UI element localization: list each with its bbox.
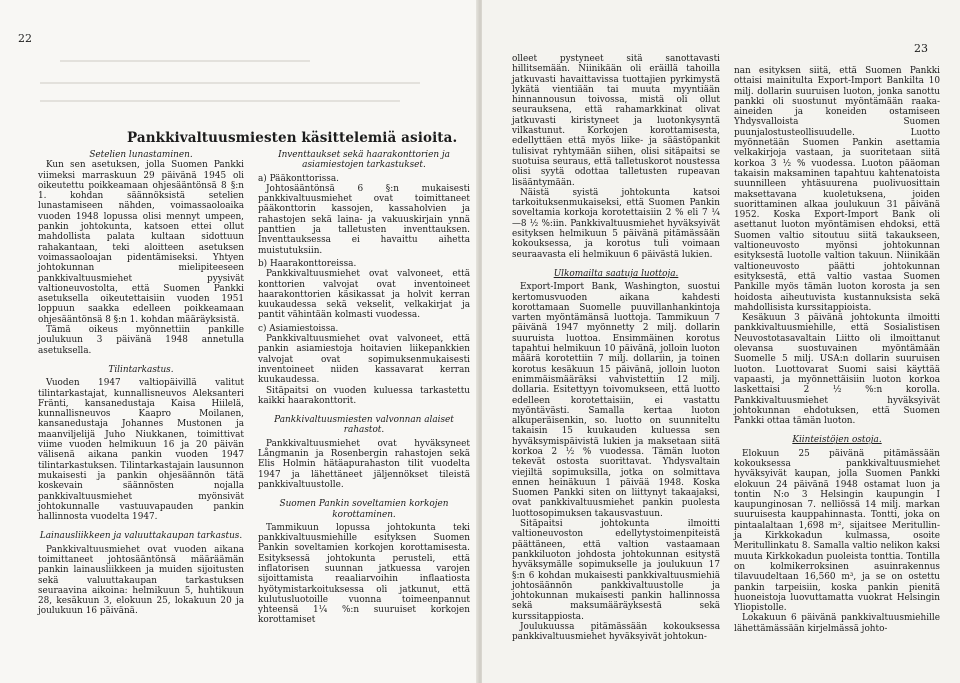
paragraph: Pankkivaltuusmiehet ovat vuoden aikana toimittaneet johtosääntönsä määräämän pankin lainausliikkeen ja muiden sijoitusten sekä valuuttakaupan tarkastuksen seuraavina aikoina: helmikuun 5, huhtikuun 28, kesäkuun 3, elokuun 25, lokakuun 20 ja joulukuun 16 päivänä. [38,544,244,617]
subsection-label: c) Asiamiestoissa. [258,323,339,334]
subsection-label: b) Haarakonttoreissa. [258,258,357,269]
section-heading: Tilintarkastus. [108,364,174,375]
paragraph: Pankkivaltuusmiehet ovat valvoneet, että pankin asiamiestoja hoitavien liikepankkien valvojat ovat sopimuksenmukaisesti inventoineet niiden kassavarat kerran kuukaudessa. [258,334,470,386]
bleed-through-line [40,100,400,102]
right-page [482,0,960,683]
page-number: 23 [914,42,928,55]
paragraph: Kesäkuun 3 päivänä johtokunta ilmoitti pankkivaltuusmiehille, että Sosialistisen Neuvostotasavaltain Liitto oli ilmoittanut olevansa suostuvainen myöntämään Suomelle 5 milj. USA:n dollarin suuruisen luoton. Luottovarat Suomi saisi käyttää vapaasti, ja myönnettäisiin luoton korkoa laskettaisi 2 ½ %:n korolla. Pankkivaltuusmiehet hyväksyivät johtokunnan ehdotuksen, että Suomen Pankki ottaa tämän luoton. [734,313,940,427]
paragraph: Vuoden 1947 valtiopäivillä valitut tilintarkastajat, kunnallisneuvos Aleksanteri Fränti, kansanedustaja Kaisa Hiilelä, kunnallisneuvos Kaapro Moilanen, kansanedustaja Johannes Mustonen ja maanviljelijä Juho Niukkanen, toimittivat viime vuoden helmikuun 16 ja 20 päivän välisenä aikana pankin vuoden 1947 tilintarkastuksen. Tilintarkastajain lausunnon mukaisesti ja pankin ohjesäännön tätä koskevain säännösten nojalla pankkivaltuusmiehet myönsivät johtokunnalle vastuuvapauden pankin hallinnosta vuodelta 1947. [38,378,244,523]
page-number: 22 [18,32,32,45]
paragraph-continued: nan esityksen siitä, että Suomen Pankki ottaisi mainitulta Export-Import Bankilta 10 milj. dollarin suuruisen luoton, jonka sanottu pankki oli suostunut myöntämään raaka-aineiden ja koneiden ostamiseen Yhdysvalloista Suomen puunjalostusteollisuudelle. Luotto myönnetään Suomen Pankin asettamia velkakirjoja vastaan, ja suoritetaan siitä korkoa 3 ½ % vuodessa. Luoton pääoman takaisin maksaminen tapahtuu kahtenatoista suunnilleen yhtäsuurena puolivuosittain maksettavana kuoletuksena, joiden suorittaminen alkaa joulukuun 31 päivänä 1952. Koska Export-Import Bank oli asettanut luoton myöntämisen ehdoksi, että Suomen valtio sitoutuu siitä takaukseen, valtioneuvosto myönsi johtokunnan esityksestä luotolle valtion takuun. Niinikään valtioneuvosto päätti johtokunnan esityksestä, että valtio vastaa Suomen Pankille myös tämän luoton korosta ja sen hoidosta aiheutuvista kustannuksista sekä mahdollisista kurssitappioista. [734,66,940,313]
section-heading: Kiinteistöjen ostoja. [792,435,882,446]
paragraph: Johtosääntönsä 6 §:n mukaisesti pankkivaltuusmiehet ovat toimittaneet pääkonttorin kassojen, kassaholvien ja rahastojen sekä laina- ja vakuuskirjain ynnä panttien ja talletusten inventtauksen. Inventtauksessa ei havaittu aihetta muistutuksiin. [258,183,470,256]
paragraph: Export-Import Bank, Washington, suostui kertomusvuoden aikana kahdesti korottamaan Suomelle puuvillanhankintoja varten myöntämänsä luottoja. Tammikuun 7 päivänä 1947 myönnetty 2 milj. dollarin suuruista luottoa. Ensimmäinen korotus tapahtui helmikuun 10 päivänä, jolloin luoton määrä korotettiin 7 milj. dollariin, ja toinen korotus kesäkuun 15 päivänä, jolloin luoton enimmäismääräksi vahvistettiin 12 milj. dollaria. Esitettyyn toivomukseen, että luotto edelleen korotettaisiin, ei vastattu myöntävästi. Samalla kertaa luoton alkuperäisenkin, so. luotto on suunniteltu takaisin 15 kuukauden kuluessa sen hyväksymispäivistä lukien ja maksetaan siitä korkoa 2 ½ % vuodessa. Tämän luoton tekevät ostosta suorittavat. Yhdysvaltain viejiltä sopimuksilla, jotka on solmittava ennen heinäkuun 1 päivää 1948. Koska Suomen Pankki siten on liittynyt takaajaksi, ovat pankkivaltuusmiehet pankin puolesta luottosopimuksen takausvastuun. [512,282,720,519]
section-heading: Pankkivaltuusmiesten valvonnan alaiset rahastot. [274,415,454,436]
paragraph: Tämä oikeus myönnettiin pankille joulukuun 3 päivänä 1948 annetulla asetuksella. [38,325,244,356]
paragraph: Pankkivaltuusmiehet ovat hyväksyneet Långmanin ja Rosenbergin rahastojen sekä Elis Holmin hätäapurahaston tilit vuodelta 1947 ja lähettäneet jäljennökset tileistä pankkivaltuustolle. [258,438,470,490]
paragraph: Lokakuun 6 päivänä pankkivaltuusmiehille lähettämässään kirjelmässä johto- [734,613,940,634]
paragraph: Näistä syistä johtokunta katsoi tarkoituksenmukaiseksi, että Suomen Pankin soveltamia korkoja korotettaisiin 2 % eli 7 ¼—8 ½ %:iin. Pankkivaltuusmiehet hyväksyivät esityksen helmikuun 5 päivänä pitämässään kokouksessa, ja korotus tuli voimaan seuraavasta eli helmikuun 6 päivästä lukien. [512,187,720,260]
paragraph: Kun sen asetuksen, jolla Suomen Pankki viimeksi marraskuun 29 päivänä 1945 oli oikeutettu poikkeamaan ohjesääntönsä 8 §:n 1. kohdan säännöksistä setelien lunastamiseen nähden, voimassaoloaika vuoden 1948 lopussa olisi mennyt umpeen, pankin johtokunta, katsoen ettei ollut mahdollista palata kultaan sidottuun rahakantaan, teki aloitteen asetuksen voimassaoloajan pidentämiseksi. Yhtyen johtokunnan mielipiteeseen pankkivaltuusmiehet pyysivät valtioneuvostolta, että Suomen Pankki asetuksella oikeutettaisiin vuoden 1951 loppuun saakka edelleen poikkeamaan ohjesääntönsä 8 §:n 1. kohdan määräyksistä. [38,160,244,325]
section-heading: Ulkomailta saatuja luottoja. [553,268,679,279]
section-heading: Lainausliikkeen ja valuuttakaupan tarkastus. [39,531,243,542]
right-page-column-2 [734,66,940,634]
section-heading: Suomen Pankin soveltamien korkojen korottaminen. [279,499,449,520]
paragraph: Sitäpaitsi johtokunta ilmoitti valtioneuvoston edellytystoimenpiteistä päättäneen, että valtion vastaamaan pankkiluoton johdosta johtokunnan esitystä hyväksymälle sopimukselle ja joulukuun 17 §:n 6 kohdan mukaisesti pankkivaltuusmiehiä johtosäännön pankkivaltuustolle ja johtokunnan mukaisesti pankin hallinnossa sekä maksumääräyksestä sekä kurssitappiosta. [512,519,720,622]
subsection-label: a) Pääkonttorissa. [258,173,339,184]
paragraph-continued: olleet pystyneet sitä sanottavasti hillitsemään. Niinikään oli eräillä tahoilla jatkuvasti havaittavissa tuottajien pyrkimystä lykätä vientiään tai muuta myyntiään hinnannousun toivossa, mistä oli ollut seurauksena, että rahamarkkinat olivat jatkuvasti kiristyneet ja luotonkysyntä vilkastunut. Korkojen korottamisesta, edellyttäen että myös liike- ja säästöpankit tulisivat ryhtymään siihen, olisi sitäpaitsi se suotuisa seuraus, että talletuskorot noustessa olisi syytä odottaa talletusten rupeavan lisääntymään. [512,54,720,188]
paragraph: Joulukuussa pitämässään kokouksessa pankkivaltuusmiehet hyväksyivät johtokun- [512,622,720,643]
bleed-through-line [40,82,420,84]
paragraph: Elokuun 25 päivänä pitämässään kokouksessa pankkivaltuusmiehet hyväksyivät kaupan, jolla Suomen Pankki elokuun 24 päivänä 1948 ostamat luon ja tontin N:o 3 Helsingin kaupungin I kaupunginosan 7. nelliössä 14 milj. markan suuruisesta kauppahinnasta. Tontti, joka on pintaalaltaan 1,698 m², sijaitsee Meritullin- ja Kirkkokadun kulmassa, osoite Meritullinkatu 8. Samalla valtio nelikon kaksi muuta Kirkkokadun puoleista tonttia. Tontilla on kolmikerroksinen asuinrakennus tilavuudeltaan 16,560 m³, ja se on ostettu pankin tarpeisiin, koska pankin pienitä huoneistoja luovuttamatta vuokrat Helsingin Yliopistolle. [734,448,940,614]
left-page [0,0,478,683]
paragraph: Sitäpaitsi on vuoden kuluessa tarkastettu kaikki haarakonttorit. [258,385,470,406]
left-page-column-2 [258,150,470,626]
section-heading: Setelien lunastaminen. [89,150,193,160]
section-heading: Inventtaukset sekä haarakonttorien ja asiamiestojen tarkastukset. [278,150,450,171]
left-page-column-1 [38,150,244,617]
bleed-through-line [60,60,310,62]
paragraph: Pankkivaltuusmiehet ovat valvoneet, että konttorien valvojat ovat inventoineet haarakonttorien käsikassat ja holvit kerran kuukaudessa sekä vekselit, velkakirjat ja pantit vähintään kolmasti vuodessa. [258,269,470,321]
right-page-column-1 [512,54,720,643]
paragraph: Tammikuun lopussa johtokunta teki pankkivaltuusmiehille esityksen Suomen Pankin soveltamien korkojen korottamisesta. Esityksessä johtokunta perusteli, että inflatorisen suunnan jatkuessa varojen sijoittamista reaaliarvoihin inflaatiosta hyötymistarkoituksessa oli jatkunut, että kulutusluotoille vuonna toimeenpannut yhteensä 1¼ %:n suuruiset korkojen korottamiset [258,522,470,626]
page-title: Pankkivaltuusmiesten käsittelemiä asioita. [127,130,458,146]
